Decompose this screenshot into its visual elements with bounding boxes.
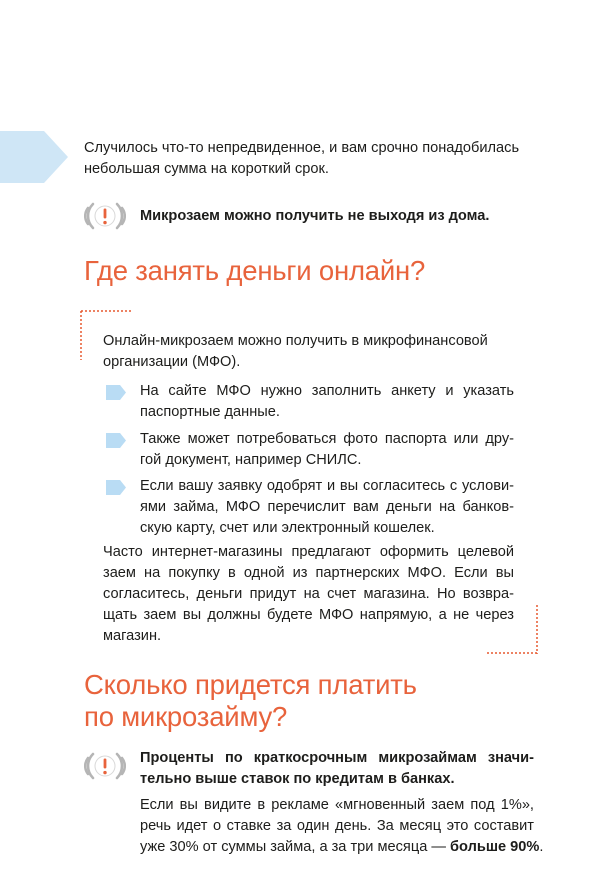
notice-remote-loan: Микрозаем можно получить не выходя из дома. — [140, 208, 490, 224]
section-heading-cost: Сколько придется платить по микрозайму? — [84, 669, 417, 732]
section1-outro: Часто интернет-магазины предлагают оформить целевой заем на покупку в одной из партнерских МФО. Если вы согласитесь, деньги придут на счет магазина. Но возвра- щать заем вы должны будете МФО напрямую, а не через магазин. — [103, 544, 514, 644]
section-heading-online: Где занять деньги онлайн? — [84, 255, 426, 286]
bullet-item: Если вашу заявку одобрят и вы согласитесь с услови- ями займа, МФО перечислит вам деньги на банков- скую карту, счет или электронный кошелек. — [140, 478, 514, 536]
bullet-arrow-icon — [106, 480, 126, 495]
frame-corner-bottom — [486, 652, 538, 654]
intro-paragraph: Случилось что-то непредвиденное, и вам срочно понадобилась небольшая сумма на короткий срок. — [84, 140, 520, 177]
highlight-over-90: больше 90% — [450, 839, 540, 855]
bullet-item: На сайте МФО нужно заполнить анкету и указать паспортные данные. — [140, 383, 514, 420]
page-tab-marker — [0, 131, 68, 183]
bullet-arrow-icon — [106, 433, 126, 448]
frame-corner-top — [80, 310, 132, 312]
exclamation-icon — [84, 749, 126, 783]
bullet-arrow-icon — [106, 385, 126, 400]
section1-lead: Онлайн-микрозаем можно получить в микрофинансовой организации (МФО). — [103, 333, 488, 370]
frame-corner-right — [536, 604, 538, 654]
interest-detail: Если вы видите в рекламе «мгновенный заем под 1%», речь идет о ставке за один день. За месяц это составит уже 30% от суммы займа, а за три месяца — больше 90%. — [140, 797, 544, 855]
exclamation-icon — [84, 199, 126, 233]
warning-interest-rates: Проценты по краткосрочным микрозаймам значи- тельно выше ставок по кредитам в банках. — [140, 750, 534, 787]
bullet-item: Также может потребоваться фото паспорта или дру- гой документ, например СНИЛС. — [140, 431, 514, 468]
frame-corner-left — [80, 310, 82, 360]
